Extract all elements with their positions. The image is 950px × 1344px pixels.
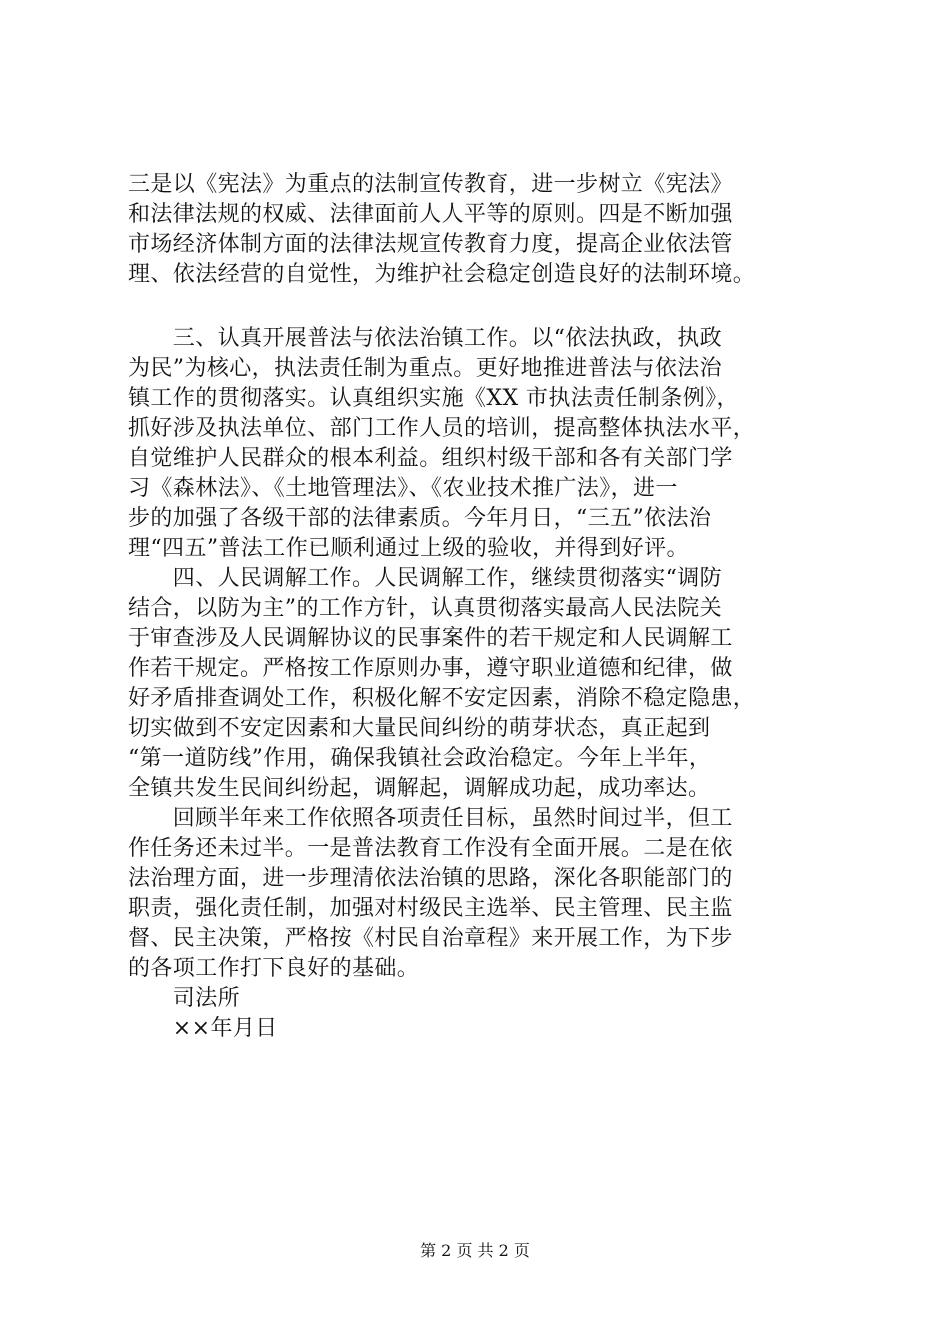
text-line: 切实做到不安定因素和大量民间纠纷的萌芽状态，真正起到: [128, 716, 711, 741]
text-line: 法治理方面，进一步理清依法治镇的思路，深化各职能部门的: [128, 866, 733, 891]
text-line: 全镇共发生民间纠纷起，调解起，调解成功起，成功率达。: [128, 776, 711, 801]
text-line: 好矛盾排查调处工作，积极化解不安定因素，消除不稳定隐患，: [128, 686, 756, 711]
paragraph-block-2: [128, 324, 848, 1044]
text-line: 作任务还未过半。一是普法教育工作没有全面开展。二是在依: [128, 836, 733, 861]
signature-org: 司法所: [128, 986, 241, 1011]
text-line: 三、认真开展普法与依法治镇工作。以“依法执政，执政: [128, 326, 723, 351]
text-line: 于审查涉及人民调解协议的民事案件的若干规定和人民调解工: [128, 626, 733, 651]
text-line: 作若干规定。严格按工作原则办事，遵守职业道德和纪律，做: [128, 656, 733, 681]
text-line: 习《森林法》、《土地管理法》、《农业技术推广法》，进一: [128, 476, 678, 501]
text-line: “第一道防线”作用，确保我镇社会政治稳定。今年上半年，: [128, 746, 712, 771]
text-line: 市场经济体制方面的法律法规宣传教育力度，提高企业依法管: [128, 232, 733, 257]
text-line: 和法律法规的权威、法律面前人人平等的原则。四是不断加强: [128, 202, 733, 227]
text-line: 抓好涉及执法单位、部门工作人员的培训，提高整体执法水平，: [128, 416, 756, 441]
signature-date: ××年月日: [128, 1016, 278, 1041]
text-line: 理、依法经营的自觉性，为维护社会稳定创造良好的法制环境。: [128, 262, 756, 287]
text-line: 职责，强化责任制，加强对村级民主选举、民主管理、民主监: [128, 896, 733, 921]
text-line: 回顾半年来工作依照各项责任目标，虽然时间过半，但工: [128, 806, 733, 831]
text-line: 督、民主决策，严格按《村民自治章程》来开展工作，为下步: [128, 926, 733, 951]
text-line: 三是以《宪法》为重点的法制宣传教育，进一步树立《宪法》: [128, 172, 733, 197]
text-line: 为民”为核心，执法责任制为重点。更好地推进普法与依法治: [128, 356, 723, 381]
text-line: 自觉维护人民群众的根本利益。组织村级干部和各有关部门学: [128, 446, 733, 471]
text-line: 镇工作的贯彻落实。认真组织实施《XX 市执法责任制条例》，: [128, 386, 739, 411]
text-line: 步的加强了各级干部的法律素质。今年月日，“三五”依法治: [128, 506, 712, 531]
document-body: [128, 170, 848, 1044]
text-line: 的各项工作打下良好的基础。: [128, 956, 420, 981]
paragraph-block-1: [128, 170, 848, 290]
text-line: 四、人民调解工作。人民调解工作，继续贯彻落实“调防: [128, 566, 723, 591]
text-line: 结合，以防为主”的工作方针，认真贯彻落实最高人民法院关: [128, 596, 723, 621]
paragraph-gap: [128, 290, 848, 324]
page-number-footer: 第 2 页 共 2 页: [420, 1241, 530, 1260]
text-line: 理“四五”普法工作已顺利通过上级的验收，并得到好评。: [128, 536, 689, 561]
